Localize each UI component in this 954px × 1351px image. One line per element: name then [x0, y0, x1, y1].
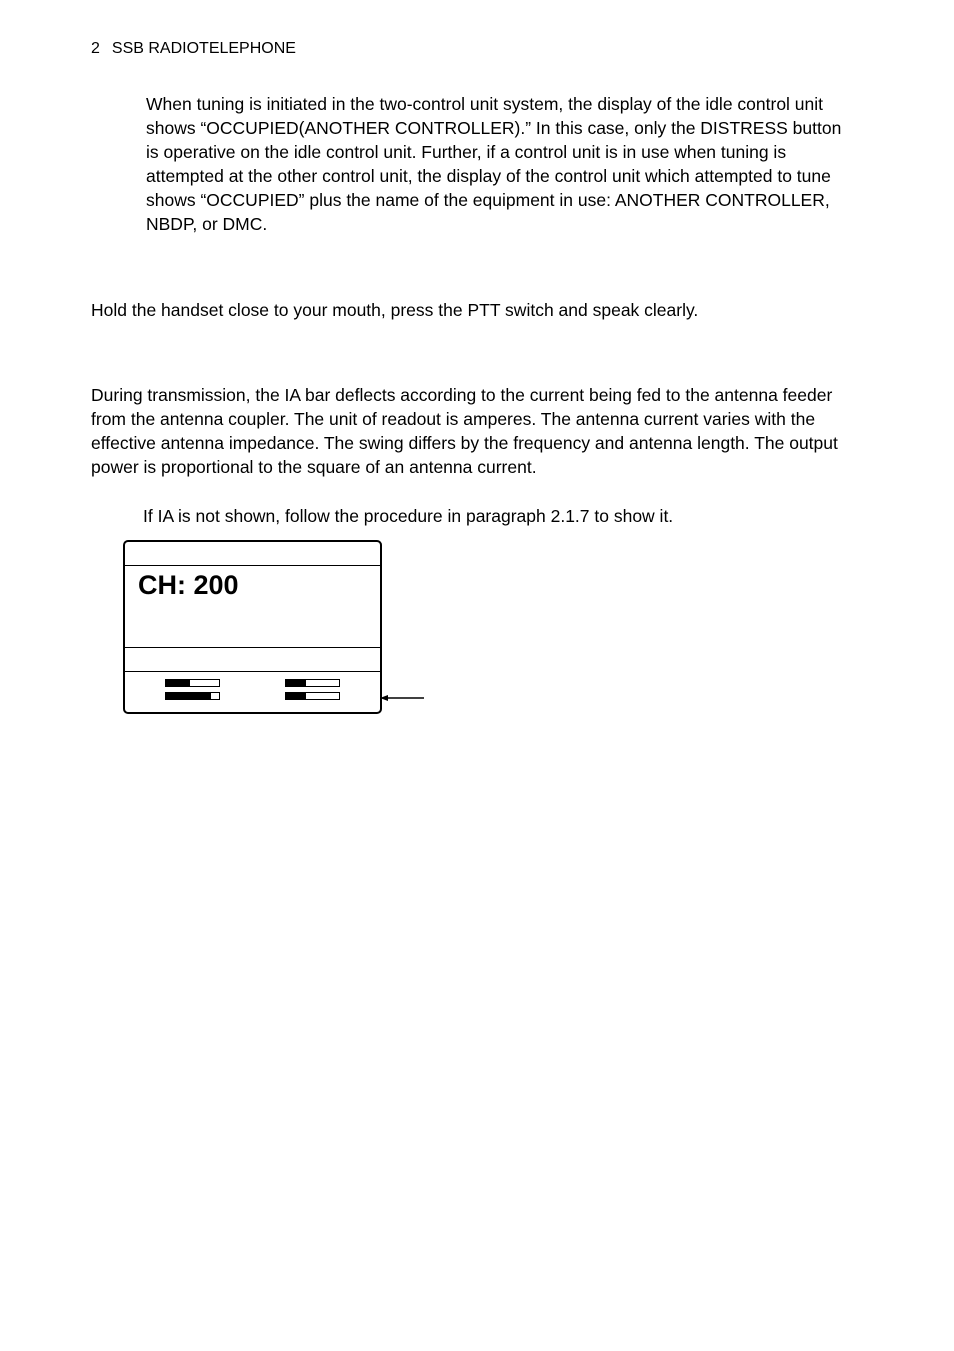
lcd-divider-middle	[125, 647, 380, 648]
callout-arrow-icon	[380, 692, 424, 704]
level-bar-fill	[166, 680, 190, 686]
ia-bar-paragraph: During transmission, the IA bar deflects according to the current being fed to the antenna feeder from the antenna coupler. The unit of readout is amperes. The antenna current varies with the effective antenna impedance. The swing differs by the frequency and antenna length. The output power is proportional to the square of an antenna current.	[91, 385, 838, 477]
tuning-note: When tuning is initiated in the two-control unit system, the display of the idle control unit shows “OCCUPIED(ANOTHER CONTROLLER).” In this case, only the DISTRESS button is operative on the idle control unit. Further, if a control unit is in use when tuning is attempted at the other control unit, the display of the control unit which attempted to tune shows “OCCUPIED” plus the name of the equipment in use: ANOTHER CONTROLLER, NBDP, or DMC.	[146, 94, 842, 234]
page-header	[91, 39, 296, 59]
level-bar-left-top	[165, 679, 220, 687]
lcd-divider-bottom	[125, 671, 380, 672]
level-bar-left-bottom	[165, 692, 220, 700]
level-bar-fill	[286, 680, 306, 686]
page-number: 2	[91, 40, 100, 57]
level-bar-right-top	[285, 679, 340, 687]
ia-bar	[285, 692, 340, 700]
section-title: SSB RADIOTELEPHONE	[111, 40, 296, 57]
ia-note-paragraph: If IA is not shown, follow the procedure in paragraph 2.1.7 to show it.	[143, 506, 674, 526]
channel-readout: CH: 200	[138, 570, 239, 600]
lcd-divider-top	[125, 565, 380, 566]
lcd-display-figure	[123, 540, 382, 714]
level-bar-fill	[166, 693, 211, 699]
handset-paragraph: Hold the handset close to your mouth, press the PTT switch and speak clearly.	[91, 300, 699, 320]
level-bar-fill	[286, 693, 306, 699]
